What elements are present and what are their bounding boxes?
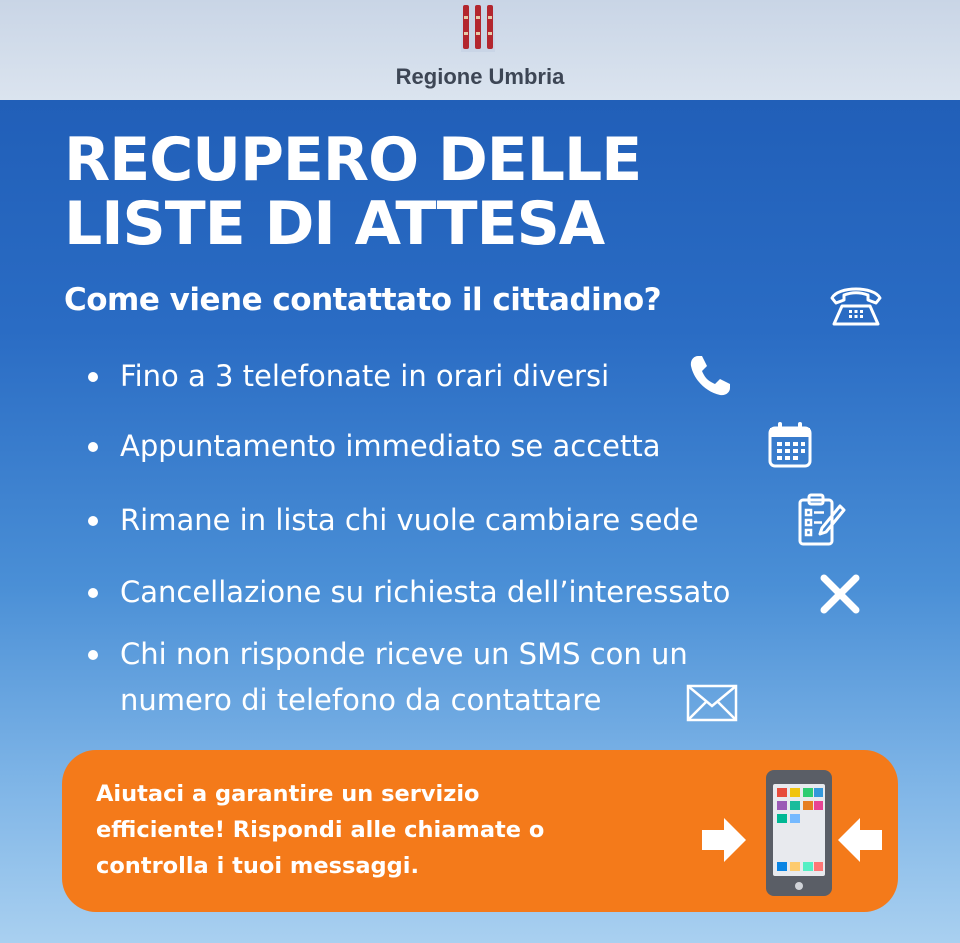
x-mark-icon: [818, 572, 862, 616]
list-item-text: Fino a 3 telefonate in orari diversi: [120, 359, 610, 393]
bullet-dot: [88, 442, 98, 452]
cta-line-2: efficiente! Rispondi alle chiamate o: [96, 817, 545, 843]
call-to-action-box: [62, 750, 898, 912]
list-item-text-line-1: Chi non risponde riceve un SMS con un: [120, 637, 688, 671]
rotary-telephone-icon: [828, 284, 884, 328]
bullet-dot: [88, 372, 98, 382]
smartphone-with-arrows-icon: [702, 768, 882, 898]
bullet-dot: [88, 588, 98, 598]
list-item-text: Cancellazione su richiesta dell’interessato: [120, 575, 731, 609]
calendar-icon: [766, 420, 814, 470]
page-title: [64, 125, 642, 259]
clipboard-edit-icon: [796, 492, 846, 548]
bullet-dot: [88, 516, 98, 526]
list-item-text: Appuntamento immediato se accetta: [120, 429, 661, 463]
header-bar: [0, 0, 960, 100]
list-item-text-line-2: numero di telefono da contattare: [120, 683, 602, 717]
bullet-dot: [88, 650, 98, 660]
title-line-2: LISTE DI ATTESA: [64, 189, 605, 259]
region-name: Regione Umbria: [395, 64, 565, 89]
envelope-icon: [686, 684, 738, 722]
cta-line-1: Aiutaci a garantire un servizio: [96, 781, 480, 807]
list-item-text: Rimane in lista chi vuole cambiare sede: [120, 503, 699, 537]
subtitle: Come viene contattato il cittadino?: [64, 282, 662, 318]
phone-handset-icon: [686, 352, 734, 400]
title-line-1: RECUPERO DELLE: [64, 125, 642, 195]
umbria-ceri-logo: [461, 2, 495, 52]
cta-message: [96, 776, 656, 884]
cta-line-3: controlla i tuoi messaggi.: [96, 853, 420, 879]
